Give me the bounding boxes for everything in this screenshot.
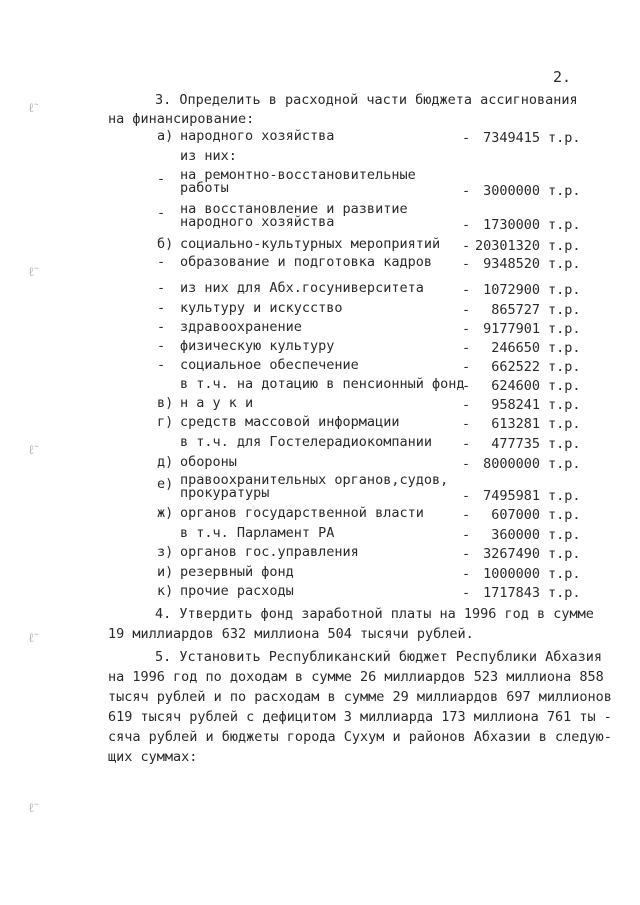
row-amount: 1730000: [483, 217, 540, 233]
allocation-row: [0, 254, 640, 274]
row-label: работы: [180, 180, 229, 196]
row-amount: 1000000: [483, 566, 540, 582]
allocation-row: [0, 525, 640, 545]
row-label: прокуратуры: [180, 485, 270, 501]
row-label: на ремонтно-восстановительные: [180, 167, 416, 183]
row-amount: 1717843: [483, 585, 540, 601]
allocation-row: [0, 434, 640, 454]
row-label: физическую культуру: [180, 338, 335, 354]
row-amount: 865727: [491, 302, 540, 318]
row-amount: 477735: [491, 436, 540, 452]
row-label: на восстановление и развитие: [180, 201, 408, 217]
allocation-row: [0, 167, 640, 199]
row-label: прочие расходы: [180, 583, 294, 599]
allocation-row: [0, 544, 640, 564]
row-amount: 20301320: [474, 238, 540, 254]
allocation-row: [0, 564, 640, 584]
row-prefix: д): [157, 454, 174, 470]
row-unit: т.р.: [548, 183, 581, 199]
row-prefix: з): [157, 544, 174, 560]
row-amount: 7495981: [483, 488, 540, 504]
item5-line: сяча рублей и бюджеты города Сухум и районов Абхазии в следую-: [108, 729, 612, 745]
row-dash: -: [462, 397, 471, 413]
allocation-row: [0, 201, 640, 233]
row-unit: т.р.: [548, 302, 581, 318]
row-prefix: и): [157, 564, 174, 580]
item5-line: тысяч рублей и по расходам в сумме 29 миллиардов 697 миллионов: [108, 689, 612, 705]
row-amount: 607000: [491, 507, 540, 523]
allocation-row: [0, 300, 640, 320]
row-dash: -: [462, 238, 471, 254]
allocation-row: [0, 338, 640, 358]
row-unit: т.р.: [548, 238, 581, 254]
row-dash: -: [462, 566, 471, 582]
row-prefix: г): [157, 414, 174, 430]
allocation-row: [0, 414, 640, 434]
row-dash: -: [462, 282, 471, 298]
row-dash: -: [462, 183, 471, 199]
allocation-row: [0, 472, 640, 504]
row-amount: 9177901: [483, 321, 540, 337]
row-label: в т.ч. для Гостелерадиокомпании: [180, 434, 432, 450]
row-dash: -: [462, 302, 471, 318]
row-prefix: б): [157, 236, 174, 252]
margin-mark: ℓ̃: [28, 443, 35, 458]
allocation-row: [0, 357, 640, 377]
row-unit: т.р.: [548, 340, 581, 356]
row-prefix: -: [157, 300, 166, 316]
row-prefix: -: [157, 280, 166, 296]
row-dash: -: [462, 256, 471, 272]
row-dash: -: [462, 456, 471, 472]
row-prefix: в): [157, 395, 174, 411]
allocation-row: [0, 280, 640, 300]
row-amount: 7349415: [483, 130, 540, 146]
row-unit: т.р.: [548, 416, 581, 432]
row-label: правоохранительных органов,судов,: [180, 472, 449, 488]
item5-line: на 1996 год по доходам в сумме 26 миллиардов 523 миллиона 858: [108, 669, 604, 685]
row-amount: 613281: [491, 416, 540, 432]
row-unit: т.р.: [548, 378, 581, 394]
row-amount: 662522: [491, 359, 540, 375]
item5-line: 5. Установить Республиканский бюджет Республики Абхазия: [155, 649, 603, 665]
row-unit: т.р.: [548, 282, 581, 298]
row-unit: т.р.: [548, 488, 581, 504]
row-unit: т.р.: [548, 359, 581, 375]
row-label: народного хозяйства: [180, 214, 335, 230]
allocation-row: [0, 454, 640, 474]
row-dash: -: [462, 488, 471, 504]
row-prefix: -: [157, 254, 166, 270]
row-dash: -: [462, 527, 471, 543]
row-unit: т.р.: [548, 436, 581, 452]
row-prefix: -: [157, 338, 166, 354]
row-unit: т.р.: [548, 456, 581, 472]
row-amount: 360000: [491, 527, 540, 543]
row-prefix: а): [157, 128, 174, 144]
row-dash: -: [462, 378, 471, 394]
row-unit: т.р.: [548, 217, 581, 233]
row-label: здравоохранение: [180, 319, 302, 335]
margin-mark: ℓ̃: [28, 101, 35, 116]
row-prefix: -: [157, 357, 166, 373]
row-dash: -: [462, 340, 471, 356]
allocation-row: [0, 319, 640, 339]
row-unit: т.р.: [548, 585, 581, 601]
row-unit: т.р.: [548, 321, 581, 337]
allocation-row: [0, 128, 640, 148]
row-amount: 8000000: [483, 456, 540, 472]
item4-line: 19 миллиардов 632 миллиона 504 тысячи рублей.: [108, 626, 474, 642]
row-label: органов гос.управления: [180, 544, 359, 560]
margin-mark: ℓ̃: [28, 631, 35, 646]
row-dash: -: [462, 130, 471, 146]
row-dash: -: [462, 546, 471, 562]
item5-line: щих суммах:: [108, 749, 198, 765]
margin-mark: ℓ̃: [28, 265, 35, 280]
page-number: 2.: [553, 68, 572, 86]
row-unit: т.р.: [548, 256, 581, 272]
allocation-row: [0, 505, 640, 525]
row-unit: т.р.: [548, 397, 581, 413]
allocation-row: [0, 376, 640, 396]
item3-intro: 3. Определить в расходной части бюджета ассигнования: [155, 92, 578, 108]
row-unit: т.р.: [548, 566, 581, 582]
allocation-row: [0, 148, 640, 168]
row-dash: -: [462, 507, 471, 523]
allocation-row: [0, 236, 640, 256]
row-label: н а у к и: [180, 395, 254, 411]
row-unit: т.р.: [548, 130, 581, 146]
row-amount: 624600: [491, 378, 540, 394]
row-label: органов государственной власти: [180, 505, 424, 521]
row-dash: -: [462, 321, 471, 337]
row-prefix: ж): [157, 505, 174, 521]
row-unit: т.р.: [548, 546, 581, 562]
row-label: обороны: [180, 454, 237, 470]
row-dash: -: [462, 585, 471, 601]
item5-line: 619 тысяч рублей с дефицитом 3 миллиарда 173 миллиона 761 ты -: [108, 709, 612, 725]
row-prefix: -: [157, 205, 166, 221]
item4-line: 4. Утвердить фонд заработной платы на 1996 год в сумме: [155, 606, 594, 622]
margin-mark: ℓ̃: [28, 801, 35, 816]
row-unit: т.р.: [548, 527, 581, 543]
row-label: из них для Абх.госуниверситета: [180, 280, 424, 296]
row-label: культуру и искусство: [180, 300, 343, 316]
row-label: в т.ч. на дотацию в пенсионный фонд: [180, 376, 465, 392]
item3-intro-continuation: на финансирование:: [108, 111, 255, 127]
allocation-row: [0, 583, 640, 603]
row-label: образование и подготовка кадров: [180, 254, 432, 270]
row-dash: -: [462, 436, 471, 452]
row-amount: 246650: [491, 340, 540, 356]
row-prefix: е): [157, 476, 174, 492]
allocation-row: [0, 395, 640, 415]
row-unit: т.р.: [548, 507, 581, 523]
row-prefix: к): [157, 583, 174, 599]
row-dash: -: [462, 217, 471, 233]
row-label: социально-культурных мероприятий: [180, 236, 441, 252]
row-amount: 958241: [491, 397, 540, 413]
row-label: социальное обеспечение: [180, 357, 359, 373]
row-label: в т.ч. Парламент РА: [180, 525, 335, 541]
row-label: резервный фонд: [180, 564, 294, 580]
row-amount: 1072900: [483, 282, 540, 298]
row-prefix: -: [157, 171, 166, 187]
row-dash: -: [462, 416, 471, 432]
row-label: народного хозяйства: [180, 128, 335, 144]
row-label: средств массовой информации: [180, 414, 400, 430]
row-dash: -: [462, 359, 471, 375]
row-label: из них:: [180, 148, 237, 164]
row-amount: 3000000: [483, 183, 540, 199]
row-prefix: -: [157, 319, 166, 335]
row-amount: 9348520: [483, 256, 540, 272]
row-amount: 3267490: [483, 546, 540, 562]
